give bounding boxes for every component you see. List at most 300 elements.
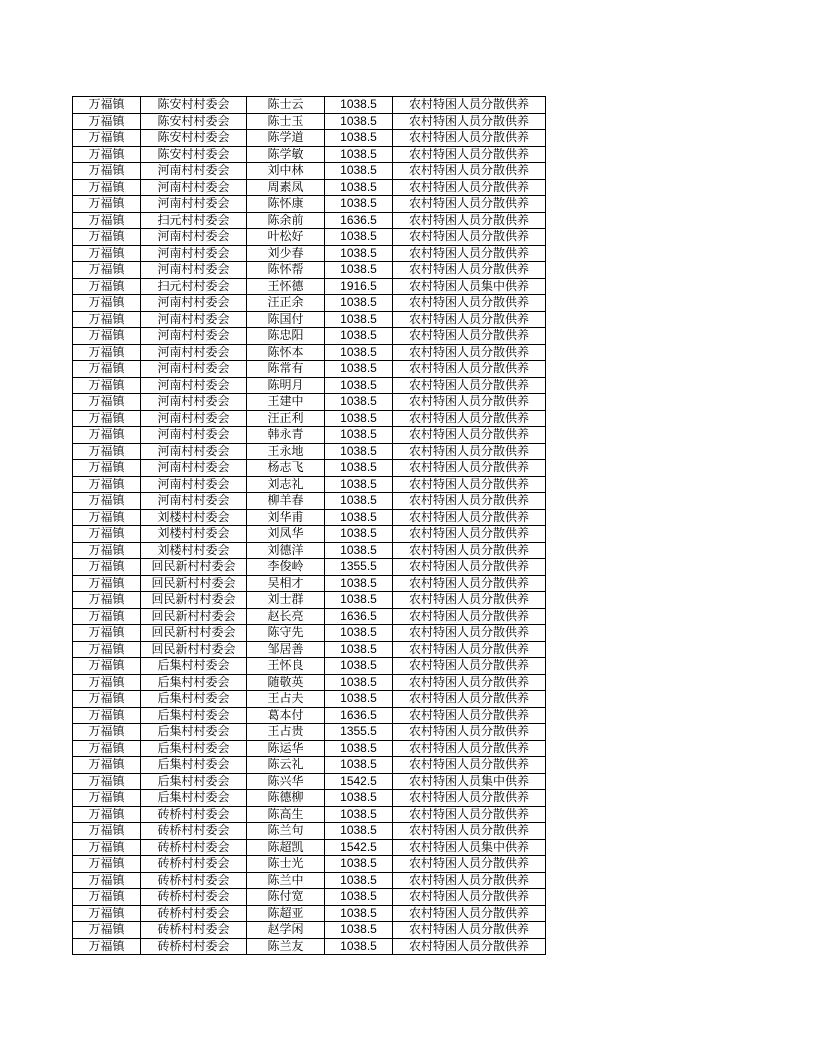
village-committee-cell: 河南村村委会 xyxy=(141,328,247,345)
support-type-cell: 农村特困人员分散供养 xyxy=(393,872,546,889)
village-committee-cell: 后集村村委会 xyxy=(141,773,247,790)
town-cell: 万福镇 xyxy=(73,691,141,708)
person-name-cell: 王占贵 xyxy=(247,724,325,741)
table-row xyxy=(73,196,546,213)
town-cell: 万福镇 xyxy=(73,278,141,295)
table-row xyxy=(73,476,546,493)
table-row xyxy=(73,773,546,790)
village-committee-cell: 刘楼村村委会 xyxy=(141,542,247,559)
person-name-cell: 刘华甫 xyxy=(247,509,325,526)
table-row xyxy=(73,130,546,147)
village-committee-cell: 河南村村委会 xyxy=(141,493,247,510)
town-cell: 万福镇 xyxy=(73,476,141,493)
support-type-cell: 农村特困人员分散供养 xyxy=(393,493,546,510)
table-row xyxy=(73,707,546,724)
village-committee-cell: 刘楼村村委会 xyxy=(141,526,247,543)
town-cell: 万福镇 xyxy=(73,163,141,180)
amount-cell: 1038.5 xyxy=(325,311,393,328)
support-type-cell: 农村特困人员分散供养 xyxy=(393,212,546,229)
amount-cell: 1038.5 xyxy=(325,592,393,609)
support-type-cell: 农村特困人员集中供养 xyxy=(393,278,546,295)
table-row xyxy=(73,757,546,774)
village-committee-cell: 回民新村村委会 xyxy=(141,641,247,658)
support-type-cell: 农村特困人员分散供养 xyxy=(393,691,546,708)
amount-cell: 1636.5 xyxy=(325,707,393,724)
village-committee-cell: 砖桥村村委会 xyxy=(141,839,247,856)
person-name-cell: 陈超亚 xyxy=(247,905,325,922)
town-cell: 万福镇 xyxy=(73,295,141,312)
village-committee-cell: 后集村村委会 xyxy=(141,790,247,807)
town-cell: 万福镇 xyxy=(73,328,141,345)
table-row xyxy=(73,493,546,510)
town-cell: 万福镇 xyxy=(73,674,141,691)
roster-body xyxy=(73,97,546,955)
town-cell: 万福镇 xyxy=(73,509,141,526)
town-cell: 万福镇 xyxy=(73,410,141,427)
table-row xyxy=(73,212,546,229)
village-committee-cell: 砖桥村村委会 xyxy=(141,823,247,840)
support-type-cell: 农村特困人员分散供养 xyxy=(393,724,546,741)
table-row xyxy=(73,740,546,757)
support-type-cell: 农村特困人员分散供养 xyxy=(393,97,546,114)
village-committee-cell: 后集村村委会 xyxy=(141,740,247,757)
table-row xyxy=(73,163,546,180)
table-row xyxy=(73,724,546,741)
support-type-cell: 农村特困人员分散供养 xyxy=(393,344,546,361)
person-name-cell: 陈云礼 xyxy=(247,757,325,774)
person-name-cell: 陈兰友 xyxy=(247,938,325,955)
support-type-cell: 农村特困人员分散供养 xyxy=(393,823,546,840)
support-type-cell: 农村特困人员分散供养 xyxy=(393,377,546,394)
amount-cell: 1038.5 xyxy=(325,394,393,411)
table-row xyxy=(73,295,546,312)
amount-cell: 1038.5 xyxy=(325,542,393,559)
person-name-cell: 汪正利 xyxy=(247,410,325,427)
person-name-cell: 刘凤华 xyxy=(247,526,325,543)
amount-cell: 1038.5 xyxy=(325,872,393,889)
table-row xyxy=(73,575,546,592)
amount-cell: 1038.5 xyxy=(325,526,393,543)
person-name-cell: 陈德柳 xyxy=(247,790,325,807)
person-name-cell: 王建中 xyxy=(247,394,325,411)
village-committee-cell: 河南村村委会 xyxy=(141,443,247,460)
town-cell: 万福镇 xyxy=(73,394,141,411)
person-name-cell: 李俊岭 xyxy=(247,559,325,576)
village-committee-cell: 河南村村委会 xyxy=(141,344,247,361)
person-name-cell: 陈高生 xyxy=(247,806,325,823)
support-type-cell: 农村特困人员分散供养 xyxy=(393,559,546,576)
support-type-cell: 农村特困人员分散供养 xyxy=(393,757,546,774)
town-cell: 万福镇 xyxy=(73,460,141,477)
amount-cell: 1038.5 xyxy=(325,806,393,823)
village-committee-cell: 河南村村委会 xyxy=(141,262,247,279)
village-committee-cell: 陈安村村委会 xyxy=(141,113,247,130)
town-cell: 万福镇 xyxy=(73,113,141,130)
town-cell: 万福镇 xyxy=(73,806,141,823)
town-cell: 万福镇 xyxy=(73,922,141,939)
support-type-cell: 农村特困人员分散供养 xyxy=(393,526,546,543)
amount-cell: 1038.5 xyxy=(325,245,393,262)
town-cell: 万福镇 xyxy=(73,773,141,790)
person-name-cell: 陈怀本 xyxy=(247,344,325,361)
amount-cell: 1038.5 xyxy=(325,377,393,394)
amount-cell: 1038.5 xyxy=(325,443,393,460)
town-cell: 万福镇 xyxy=(73,526,141,543)
person-name-cell: 陈忠阳 xyxy=(247,328,325,345)
village-committee-cell: 回民新村村委会 xyxy=(141,592,247,609)
village-committee-cell: 砖桥村村委会 xyxy=(141,856,247,873)
support-type-cell: 农村特困人员分散供养 xyxy=(393,641,546,658)
town-cell: 万福镇 xyxy=(73,196,141,213)
town-cell: 万福镇 xyxy=(73,97,141,114)
village-committee-cell: 河南村村委会 xyxy=(141,245,247,262)
village-committee-cell: 回民新村村委会 xyxy=(141,575,247,592)
table-row xyxy=(73,542,546,559)
amount-cell: 1038.5 xyxy=(325,790,393,807)
amount-cell: 1038.5 xyxy=(325,740,393,757)
amount-cell: 1038.5 xyxy=(325,938,393,955)
person-name-cell: 刘士群 xyxy=(247,592,325,609)
town-cell: 万福镇 xyxy=(73,872,141,889)
amount-cell: 1038.5 xyxy=(325,658,393,675)
village-committee-cell: 刘楼村村委会 xyxy=(141,509,247,526)
town-cell: 万福镇 xyxy=(73,130,141,147)
person-name-cell: 赵学闲 xyxy=(247,922,325,939)
support-type-cell: 农村特困人员分散供养 xyxy=(393,674,546,691)
table-row xyxy=(73,559,546,576)
support-type-cell: 农村特困人员分散供养 xyxy=(393,658,546,675)
support-type-cell: 农村特困人员分散供养 xyxy=(393,245,546,262)
table-row xyxy=(73,229,546,246)
table-row xyxy=(73,839,546,856)
support-type-cell: 农村特困人员分散供养 xyxy=(393,806,546,823)
support-type-cell: 农村特困人员分散供养 xyxy=(393,361,546,378)
support-type-cell: 农村特困人员分散供养 xyxy=(393,575,546,592)
village-committee-cell: 河南村村委会 xyxy=(141,361,247,378)
town-cell: 万福镇 xyxy=(73,938,141,955)
town-cell: 万福镇 xyxy=(73,592,141,609)
town-cell: 万福镇 xyxy=(73,212,141,229)
table-row xyxy=(73,427,546,444)
town-cell: 万福镇 xyxy=(73,377,141,394)
person-name-cell: 叶松好 xyxy=(247,229,325,246)
person-name-cell: 陈怀帮 xyxy=(247,262,325,279)
village-committee-cell: 陈安村村委会 xyxy=(141,97,247,114)
person-name-cell: 刘德洋 xyxy=(247,542,325,559)
person-name-cell: 王怀德 xyxy=(247,278,325,295)
village-committee-cell: 回民新村村委会 xyxy=(141,625,247,642)
person-name-cell: 陈士光 xyxy=(247,856,325,873)
support-type-cell: 农村特困人员分散供养 xyxy=(393,922,546,939)
amount-cell: 1038.5 xyxy=(325,146,393,163)
table-row xyxy=(73,113,546,130)
amount-cell: 1038.5 xyxy=(325,196,393,213)
amount-cell: 1636.5 xyxy=(325,608,393,625)
support-type-cell: 农村特困人员分散供养 xyxy=(393,311,546,328)
table-row xyxy=(73,790,546,807)
support-type-cell: 农村特困人员分散供养 xyxy=(393,905,546,922)
town-cell: 万福镇 xyxy=(73,608,141,625)
support-type-cell: 农村特困人员分散供养 xyxy=(393,410,546,427)
village-committee-cell: 河南村村委会 xyxy=(141,229,247,246)
person-name-cell: 随敬英 xyxy=(247,674,325,691)
amount-cell: 1038.5 xyxy=(325,691,393,708)
amount-cell: 1542.5 xyxy=(325,773,393,790)
support-type-cell: 农村特困人员分散供养 xyxy=(393,179,546,196)
town-cell: 万福镇 xyxy=(73,443,141,460)
table-row xyxy=(73,592,546,609)
village-committee-cell: 回民新村村委会 xyxy=(141,608,247,625)
support-type-cell: 农村特困人员分散供养 xyxy=(393,328,546,345)
amount-cell: 1355.5 xyxy=(325,724,393,741)
table-row xyxy=(73,245,546,262)
support-type-cell: 农村特困人员分散供养 xyxy=(393,146,546,163)
amount-cell: 1038.5 xyxy=(325,179,393,196)
table-row xyxy=(73,377,546,394)
table-row xyxy=(73,938,546,955)
village-committee-cell: 河南村村委会 xyxy=(141,179,247,196)
village-committee-cell: 后集村村委会 xyxy=(141,674,247,691)
table-row xyxy=(73,905,546,922)
amount-cell: 1038.5 xyxy=(325,889,393,906)
amount-cell: 1038.5 xyxy=(325,295,393,312)
amount-cell: 1038.5 xyxy=(325,328,393,345)
town-cell: 万福镇 xyxy=(73,889,141,906)
support-type-cell: 农村特困人员分散供养 xyxy=(393,707,546,724)
village-committee-cell: 后集村村委会 xyxy=(141,757,247,774)
table-row xyxy=(73,806,546,823)
person-name-cell: 王永地 xyxy=(247,443,325,460)
person-name-cell: 陈运华 xyxy=(247,740,325,757)
person-name-cell: 陈超凯 xyxy=(247,839,325,856)
table-row xyxy=(73,410,546,427)
village-committee-cell: 砖桥村村委会 xyxy=(141,905,247,922)
amount-cell: 1038.5 xyxy=(325,823,393,840)
support-type-cell: 农村特困人员分散供养 xyxy=(393,856,546,873)
village-committee-cell: 扫元村村委会 xyxy=(141,212,247,229)
person-name-cell: 吴相才 xyxy=(247,575,325,592)
town-cell: 万福镇 xyxy=(73,856,141,873)
support-type-cell: 农村特困人员分散供养 xyxy=(393,889,546,906)
support-type-cell: 农村特困人员分散供养 xyxy=(393,476,546,493)
amount-cell: 1038.5 xyxy=(325,509,393,526)
support-type-cell: 农村特困人员分散供养 xyxy=(393,295,546,312)
person-name-cell: 周素凤 xyxy=(247,179,325,196)
person-name-cell: 杨志飞 xyxy=(247,460,325,477)
town-cell: 万福镇 xyxy=(73,724,141,741)
support-type-cell: 农村特困人员分散供养 xyxy=(393,394,546,411)
support-type-cell: 农村特困人员分散供养 xyxy=(393,938,546,955)
person-name-cell: 陈常有 xyxy=(247,361,325,378)
support-type-cell: 农村特困人员分散供养 xyxy=(393,262,546,279)
amount-cell: 1038.5 xyxy=(325,922,393,939)
village-committee-cell: 砖桥村村委会 xyxy=(141,889,247,906)
town-cell: 万福镇 xyxy=(73,344,141,361)
person-name-cell: 陈付宽 xyxy=(247,889,325,906)
support-type-cell: 农村特困人员分散供养 xyxy=(393,740,546,757)
person-name-cell: 王占夫 xyxy=(247,691,325,708)
town-cell: 万福镇 xyxy=(73,823,141,840)
support-type-cell: 农村特困人员集中供养 xyxy=(393,839,546,856)
amount-cell: 1636.5 xyxy=(325,212,393,229)
village-committee-cell: 陈安村村委会 xyxy=(141,146,247,163)
amount-cell: 1916.5 xyxy=(325,278,393,295)
support-type-cell: 农村特困人员分散供养 xyxy=(393,625,546,642)
amount-cell: 1038.5 xyxy=(325,262,393,279)
town-cell: 万福镇 xyxy=(73,146,141,163)
support-type-cell: 农村特困人员分散供养 xyxy=(393,229,546,246)
town-cell: 万福镇 xyxy=(73,427,141,444)
table-row xyxy=(73,278,546,295)
town-cell: 万福镇 xyxy=(73,311,141,328)
person-name-cell: 陈余前 xyxy=(247,212,325,229)
town-cell: 万福镇 xyxy=(73,493,141,510)
table-row xyxy=(73,311,546,328)
town-cell: 万福镇 xyxy=(73,361,141,378)
table-row xyxy=(73,509,546,526)
town-cell: 万福镇 xyxy=(73,839,141,856)
village-committee-cell: 河南村村委会 xyxy=(141,476,247,493)
amount-cell: 1038.5 xyxy=(325,410,393,427)
support-type-cell: 农村特困人员分散供养 xyxy=(393,196,546,213)
table-row xyxy=(73,179,546,196)
support-type-cell: 农村特困人员分散供养 xyxy=(393,592,546,609)
table-row xyxy=(73,460,546,477)
amount-cell: 1038.5 xyxy=(325,493,393,510)
person-name-cell: 陈兴华 xyxy=(247,773,325,790)
village-committee-cell: 河南村村委会 xyxy=(141,377,247,394)
person-name-cell: 陈守先 xyxy=(247,625,325,642)
person-name-cell: 汪正余 xyxy=(247,295,325,312)
village-committee-cell: 后集村村委会 xyxy=(141,658,247,675)
person-name-cell: 陈学敏 xyxy=(247,146,325,163)
table-row xyxy=(73,146,546,163)
table-row xyxy=(73,344,546,361)
town-cell: 万福镇 xyxy=(73,575,141,592)
person-name-cell: 刘少春 xyxy=(247,245,325,262)
village-committee-cell: 砖桥村村委会 xyxy=(141,806,247,823)
table-row xyxy=(73,641,546,658)
support-type-cell: 农村特困人员分散供养 xyxy=(393,427,546,444)
town-cell: 万福镇 xyxy=(73,542,141,559)
amount-cell: 1038.5 xyxy=(325,856,393,873)
person-name-cell: 柳羊春 xyxy=(247,493,325,510)
village-committee-cell: 后集村村委会 xyxy=(141,724,247,741)
person-name-cell: 韩永青 xyxy=(247,427,325,444)
town-cell: 万福镇 xyxy=(73,641,141,658)
table-row xyxy=(73,691,546,708)
town-cell: 万福镇 xyxy=(73,179,141,196)
person-name-cell: 陈士云 xyxy=(247,97,325,114)
person-name-cell: 陈怀康 xyxy=(247,196,325,213)
village-committee-cell: 河南村村委会 xyxy=(141,163,247,180)
village-committee-cell: 河南村村委会 xyxy=(141,196,247,213)
amount-cell: 1038.5 xyxy=(325,757,393,774)
support-type-cell: 农村特困人员分散供养 xyxy=(393,163,546,180)
table-row xyxy=(73,823,546,840)
town-cell: 万福镇 xyxy=(73,757,141,774)
support-type-cell: 农村特困人员集中供养 xyxy=(393,773,546,790)
amount-cell: 1355.5 xyxy=(325,559,393,576)
support-type-cell: 农村特困人员分散供养 xyxy=(393,113,546,130)
support-type-cell: 农村特困人员分散供养 xyxy=(393,460,546,477)
village-committee-cell: 河南村村委会 xyxy=(141,295,247,312)
amount-cell: 1038.5 xyxy=(325,575,393,592)
village-committee-cell: 后集村村委会 xyxy=(141,691,247,708)
village-committee-cell: 河南村村委会 xyxy=(141,460,247,477)
person-name-cell: 赵长亮 xyxy=(247,608,325,625)
village-committee-cell: 砖桥村村委会 xyxy=(141,938,247,955)
table-row xyxy=(73,526,546,543)
person-name-cell: 葛本付 xyxy=(247,707,325,724)
village-committee-cell: 扫元村村委会 xyxy=(141,278,247,295)
town-cell: 万福镇 xyxy=(73,790,141,807)
table-row xyxy=(73,889,546,906)
person-name-cell: 陈明月 xyxy=(247,377,325,394)
town-cell: 万福镇 xyxy=(73,740,141,757)
person-name-cell: 陈学道 xyxy=(247,130,325,147)
table-row xyxy=(73,394,546,411)
village-committee-cell: 陈安村村委会 xyxy=(141,130,247,147)
table-row xyxy=(73,608,546,625)
table-row xyxy=(73,97,546,114)
person-name-cell: 陈士玉 xyxy=(247,113,325,130)
table-row xyxy=(73,856,546,873)
amount-cell: 1038.5 xyxy=(325,674,393,691)
village-committee-cell: 河南村村委会 xyxy=(141,394,247,411)
amount-cell: 1542.5 xyxy=(325,839,393,856)
support-type-cell: 农村特困人员分散供养 xyxy=(393,509,546,526)
village-committee-cell: 回民新村村委会 xyxy=(141,559,247,576)
person-name-cell: 陈兰中 xyxy=(247,872,325,889)
relief-roster-table xyxy=(72,96,546,955)
amount-cell: 1038.5 xyxy=(325,361,393,378)
support-type-cell: 农村特困人员分散供养 xyxy=(393,443,546,460)
amount-cell: 1038.5 xyxy=(325,163,393,180)
table-row xyxy=(73,328,546,345)
person-name-cell: 王怀良 xyxy=(247,658,325,675)
village-committee-cell: 砖桥村村委会 xyxy=(141,872,247,889)
person-name-cell: 陈国付 xyxy=(247,311,325,328)
amount-cell: 1038.5 xyxy=(325,641,393,658)
amount-cell: 1038.5 xyxy=(325,476,393,493)
person-name-cell: 刘中林 xyxy=(247,163,325,180)
person-name-cell: 邹居善 xyxy=(247,641,325,658)
town-cell: 万福镇 xyxy=(73,658,141,675)
table-row xyxy=(73,872,546,889)
town-cell: 万福镇 xyxy=(73,245,141,262)
village-committee-cell: 河南村村委会 xyxy=(141,311,247,328)
person-name-cell: 刘志礼 xyxy=(247,476,325,493)
town-cell: 万福镇 xyxy=(73,229,141,246)
amount-cell: 1038.5 xyxy=(325,130,393,147)
table-row xyxy=(73,658,546,675)
table-row xyxy=(73,361,546,378)
amount-cell: 1038.5 xyxy=(325,97,393,114)
support-type-cell: 农村特困人员分散供养 xyxy=(393,608,546,625)
town-cell: 万福镇 xyxy=(73,625,141,642)
town-cell: 万福镇 xyxy=(73,905,141,922)
table-row xyxy=(73,674,546,691)
support-type-cell: 农村特困人员分散供养 xyxy=(393,790,546,807)
village-committee-cell: 河南村村委会 xyxy=(141,410,247,427)
table-row xyxy=(73,625,546,642)
village-committee-cell: 后集村村委会 xyxy=(141,707,247,724)
town-cell: 万福镇 xyxy=(73,559,141,576)
support-type-cell: 农村特困人员分散供养 xyxy=(393,542,546,559)
support-type-cell: 农村特困人员分散供养 xyxy=(393,130,546,147)
table-row xyxy=(73,262,546,279)
